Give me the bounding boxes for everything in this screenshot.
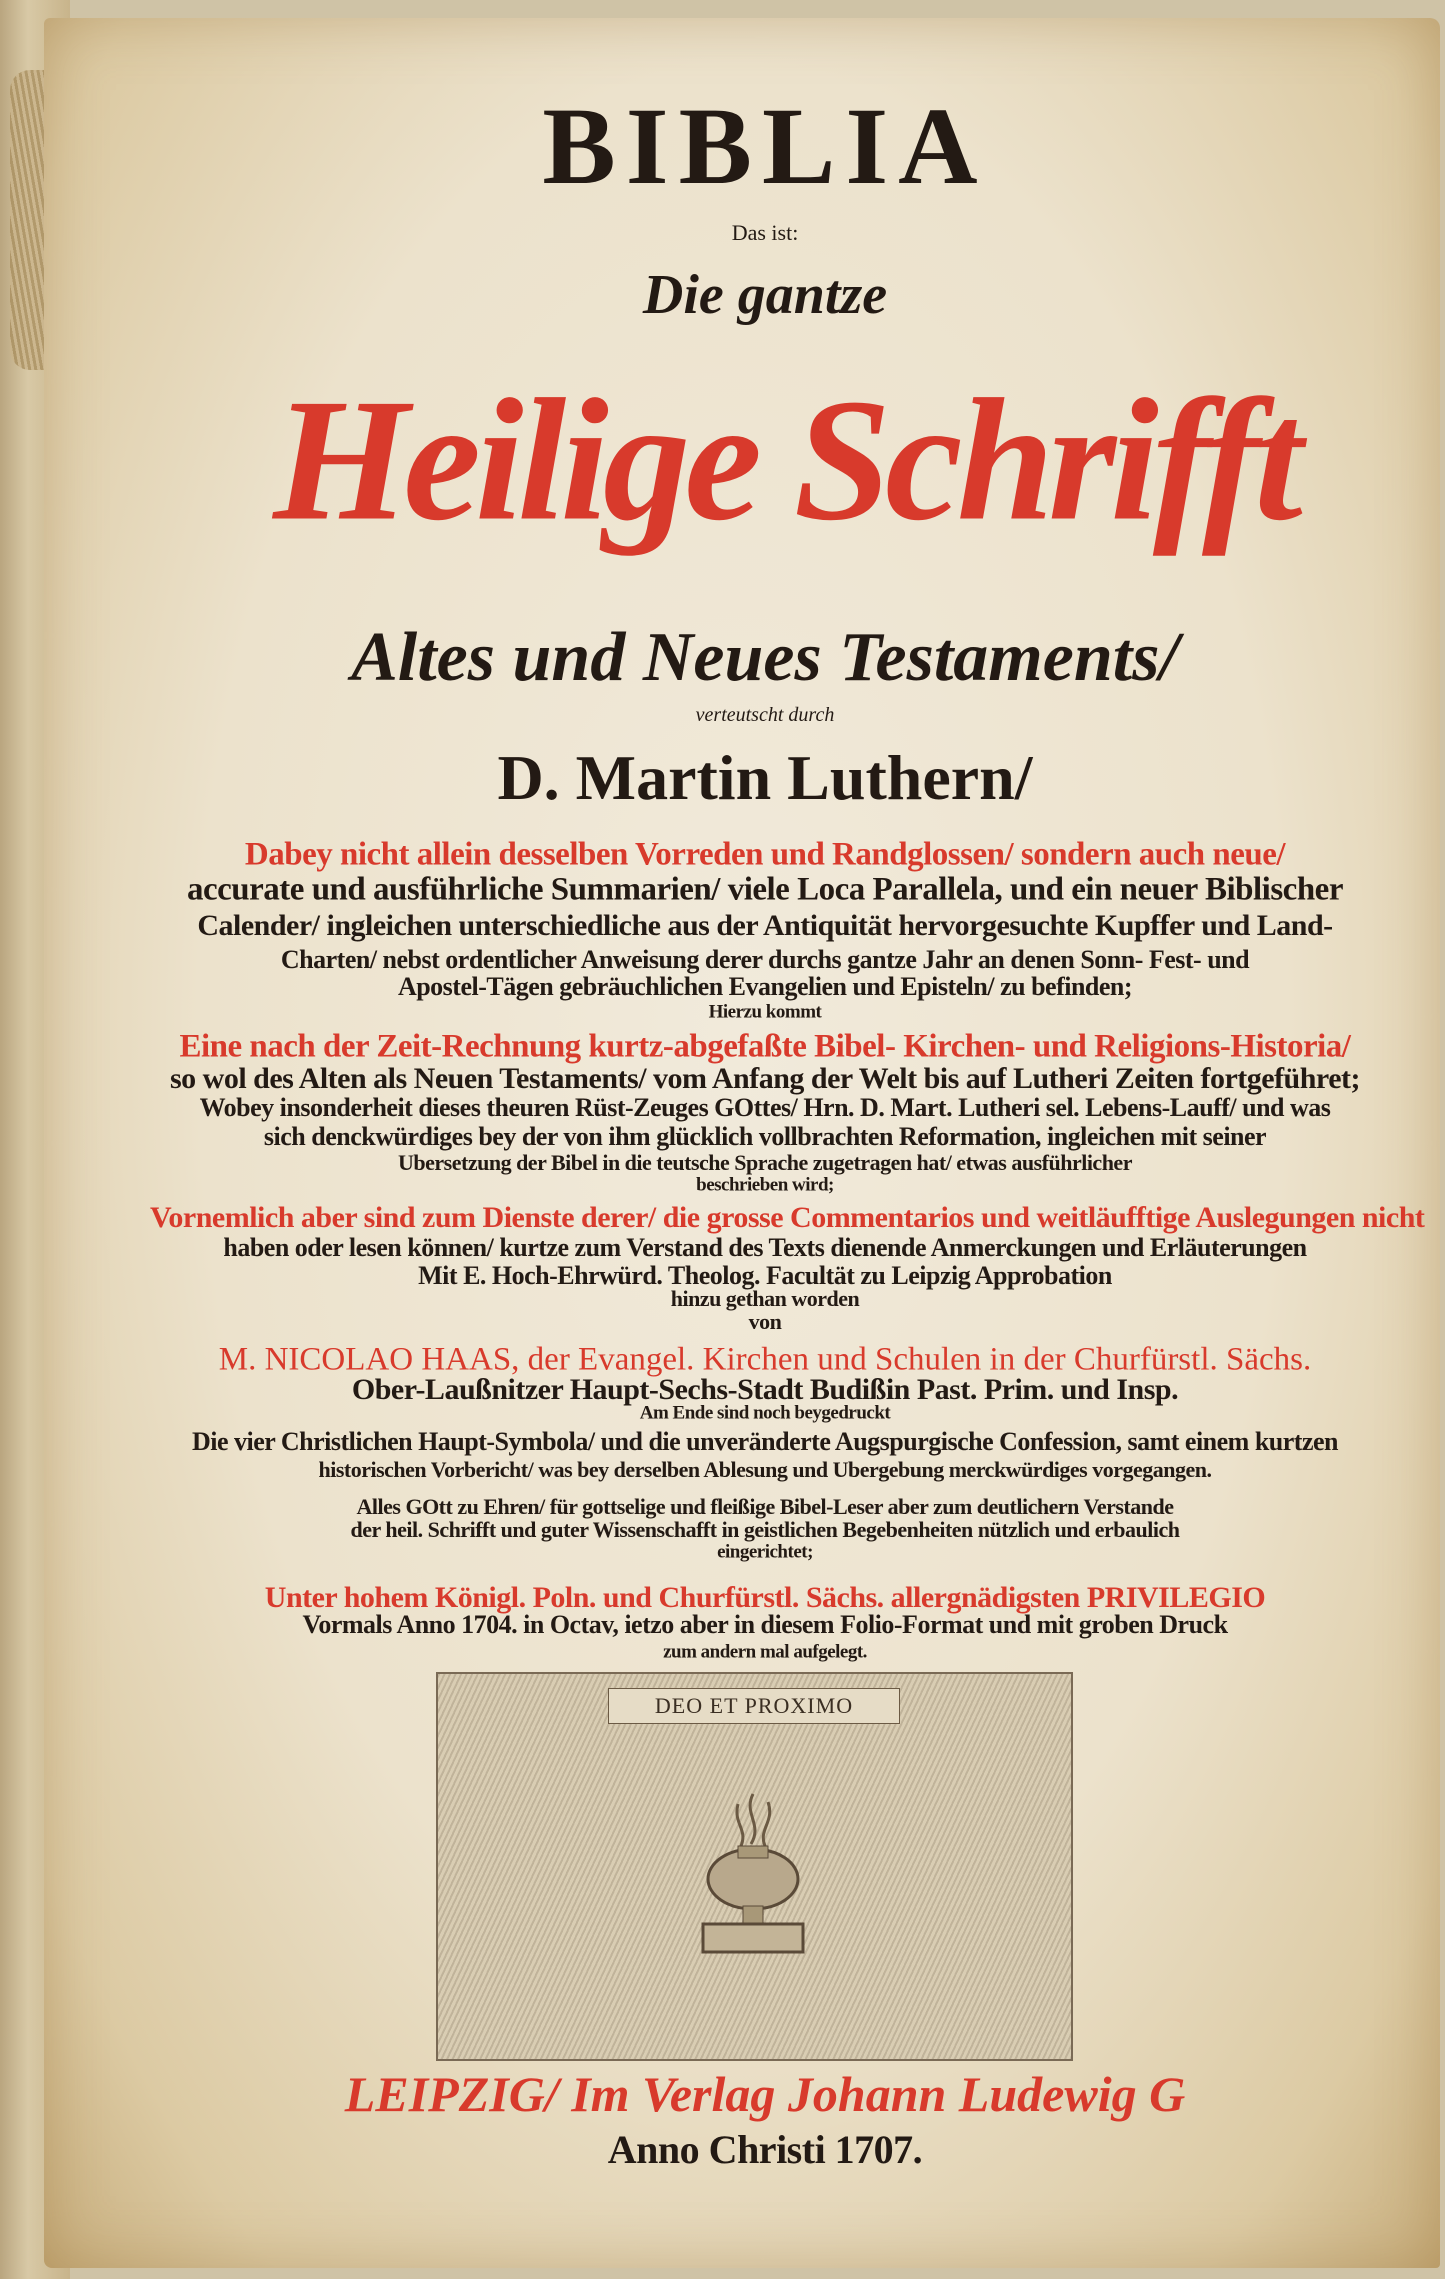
heilige-schrifft-heading: Heilige Schrifft xyxy=(273,362,1297,557)
year-line: Anno Christi 1707. xyxy=(607,2127,923,2172)
das-ist: Das ist: xyxy=(731,220,799,245)
body-line: Vornemlich aber sind zum Dienste derer/ die grosse Commentarios und weitläufftige Auslegungen nicht xyxy=(150,1201,1425,1234)
verteutscht-durch: verteutscht durch xyxy=(695,704,835,726)
body-line: Hierzu kommt xyxy=(708,1001,822,1023)
body-line: Charten/ nebst ordentlicher Anweisung derer durchs gantze Jahr an denen Sonn- Fest- und xyxy=(280,945,1250,974)
author-line: M. NICOLAO HAAS, der Evangel. Kirchen und Schulen in der Churfürstl. Sächs. xyxy=(218,1341,1312,1378)
body-line: von xyxy=(748,1309,782,1334)
body-line: Ubersetzung der Bibel in die teutsche Sprache zugetragen hat/ etwas ausführlicher xyxy=(398,1150,1132,1175)
motto-banner: DEO ET PROXIMO xyxy=(608,1688,900,1724)
body-line: Apostel-Tägen gebräuchlichen Evangelien und Episteln/ zu befinden; xyxy=(397,972,1133,1001)
body-line: Mit E. Hoch-Ehrwürd. Theolog. Facultät zu Leipzig Approbation xyxy=(418,1261,1112,1290)
martin-luthern: D. Martin Luthern/ xyxy=(497,742,1033,813)
die-gantze: Die gantze xyxy=(642,264,888,326)
privilege-line: Unter hohem Königl. Poln. und Churfürstl. Sächs. allergnädigsten PRIVILEGIO xyxy=(264,1581,1266,1614)
altes-neues-testaments: Altes und Neues Testaments/ xyxy=(351,619,1179,696)
imprint-line: LEIPZIG/ Im Verlag Johann Ludewig G xyxy=(344,2066,1186,2122)
engraved-vignette xyxy=(436,1672,1073,2061)
body-line: Eine nach der Zeit-Rechnung kurtz-abgefaßte Bibel- Kirchen- und Religions-Historia/ xyxy=(179,1028,1351,1065)
body-line: Die vier Christlichen Haupt-Symbola/ und die unveränderte Augspurgische Confession, samt einem kurtzen xyxy=(191,1427,1338,1456)
body-line: beschrieben wird; xyxy=(696,1174,834,1196)
body-line: eingerichtet; xyxy=(717,1541,813,1563)
body-line: sich denckwürdiges bey der von ihm glücklich vollbrachten Reformation, ingleichen mit seiner xyxy=(263,1122,1267,1151)
body-line: Am Ende sind noch beygedruckt xyxy=(639,1402,891,1424)
body-line: so wol des Alten als Neuen Testaments/ vom Anfang der Welt bis auf Lutheri Zeiten fortgeführet; xyxy=(169,1062,1360,1095)
body-line: Vormals Anno 1704. in Octav, ietzo aber in diesem Folio-Format und mit groben Druck xyxy=(302,1610,1228,1639)
body-line: hinzu gethan worden xyxy=(670,1286,860,1311)
body-line: Dabey nicht allein desselben Vorreden und Randglossen/ sondern auch neue/ xyxy=(244,836,1286,873)
body-line: historischen Vorbericht/ was bey derselben Ablesung und Ubergebung merckwürdiges vorgegangen. xyxy=(318,1457,1212,1482)
body-line: Wobey insonderheit dieses theuren Rüst-Zeuges GOttes/ Hrn. D. Mart. Lutheri sel. Lebens-Lauff/ und was xyxy=(199,1093,1331,1122)
body-line: accurate und ausführliche Summarien/ viele Loca Parallela, und ein neuer Biblischer xyxy=(187,871,1343,908)
body-line: der heil. Schrifft und guter Wissenschafft in geistlichen Begebenheiten nützlich und erbaulich xyxy=(350,1517,1180,1542)
body-line: haben oder lesen können/ kurtze zum Verstand des Texts dienende Anmerckungen und Erläuterungen xyxy=(223,1233,1307,1262)
title-biblia: BIBLIA xyxy=(542,85,988,207)
body-line: Ober-Laußnitzer Haupt-Sechs-Stadt Budißin Past. Prim. und Insp. xyxy=(351,1373,1179,1406)
body-line: Alles GOtt zu Ehren/ für gottselige und fleißige Bibel-Leser aber zum deutlichern Verstande xyxy=(356,1494,1174,1519)
flaming-urn-icon xyxy=(683,1784,823,1954)
body-line: Calender/ ingleichen unterschiedliche aus der Antiquität hervorgesuchte Kupffer und Land- xyxy=(197,909,1333,942)
body-line: zum andern mal aufgelegt. xyxy=(663,1641,867,1663)
